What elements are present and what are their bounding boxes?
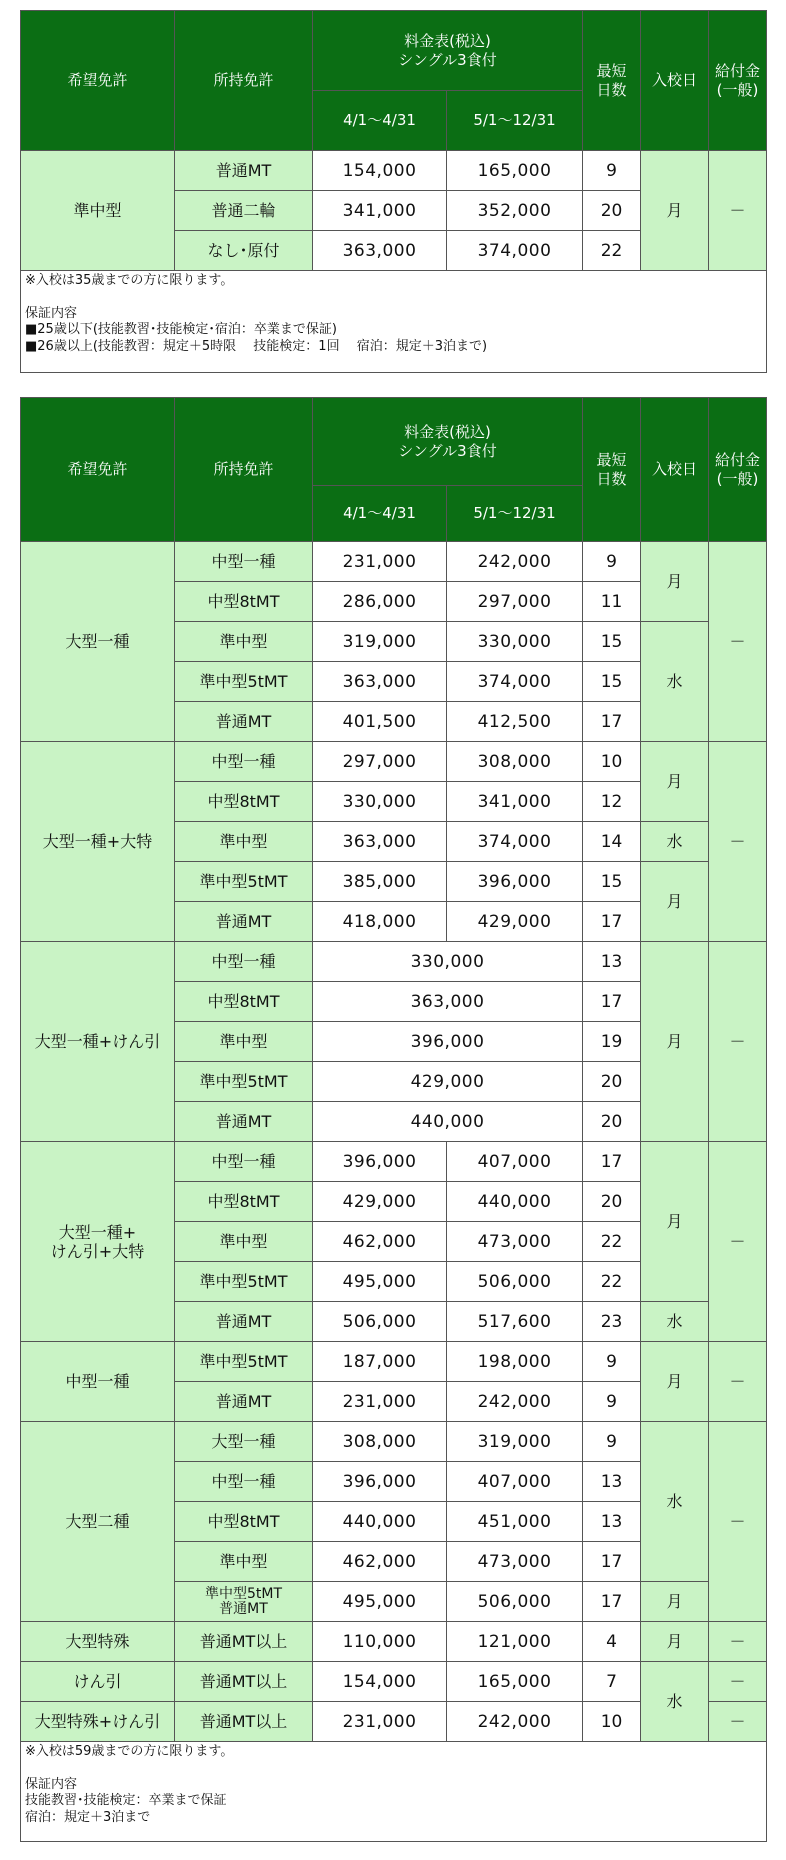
held-license-cell: 準中型 (175, 1222, 313, 1262)
price-cell: 374,000 (447, 231, 583, 271)
header-price-line2: シングル3食付 (398, 50, 497, 69)
held-license-cell: 準中型 (175, 1022, 313, 1062)
days-cell: 22 (583, 1262, 641, 1302)
desired-license-cell: 準中型 (21, 151, 175, 271)
entry-day-cell: 水 (641, 622, 709, 742)
price-cell: 297,000 (313, 742, 447, 782)
note-line: ■26歳以上(技能教習：規定＋5時限 技能検定：1回 宿泊：規定＋3泊まで) (25, 338, 488, 354)
held-license-cell: 普通MT以上 (175, 1622, 313, 1662)
header-benefit-line1: 給付金 (715, 61, 761, 80)
price-cell: 242,000 (447, 1382, 583, 1422)
benefit-cell: － (709, 1702, 767, 1742)
days-cell: 10 (583, 742, 641, 782)
held-license-cell: 準中型5tMT (175, 1062, 313, 1102)
header-period-2: 5/1～12/31 (447, 91, 583, 151)
price-cell: 154,000 (313, 151, 447, 191)
days-cell: 9 (583, 151, 641, 191)
desired-license-cell: 大型二種 (21, 1422, 175, 1622)
price-cell: 165,000 (447, 151, 583, 191)
header-min-days (583, 398, 641, 542)
price-cell: 418,000 (313, 902, 447, 942)
days-cell: 9 (583, 1422, 641, 1462)
header-benefit-line2: (一般) (716, 80, 759, 99)
price-cell: 110,000 (313, 1622, 447, 1662)
days-cell: 13 (583, 1502, 641, 1542)
price-cell: 506,000 (447, 1262, 583, 1302)
price-cell: 412,500 (447, 702, 583, 742)
price-cell: 319,000 (313, 622, 447, 662)
held-license-cell: 普通MT (175, 1102, 313, 1142)
entry-day-cell: 水 (641, 1662, 709, 1742)
benefit-cell: － (709, 1342, 767, 1422)
held-license-cell: 中型8tMT (175, 782, 313, 822)
days-cell: 20 (583, 1182, 641, 1222)
price-cell: 297,000 (447, 582, 583, 622)
price-cell: 308,000 (313, 1422, 447, 1462)
held-license-cell: 普通MT (175, 1302, 313, 1342)
held-license-cell (175, 1582, 313, 1622)
days-cell: 17 (583, 1542, 641, 1582)
price-cell: 374,000 (447, 662, 583, 702)
benefit-cell: － (709, 942, 767, 1142)
note-line: ■25歳以下(技能教習･技能検定･宿泊：卒業まで保証) (25, 322, 337, 337)
header-days-line1: 最短 (596, 61, 627, 80)
price-cell: 187,000 (313, 1342, 447, 1382)
price-cell: 517,600 (447, 1302, 583, 1342)
header-price-line1: 料金表(税込) (404, 31, 491, 50)
days-cell: 17 (583, 702, 641, 742)
header-held-license: 所持免許 (175, 11, 313, 151)
days-cell: 11 (583, 582, 641, 622)
price-cell: 396,000 (313, 1142, 447, 1182)
held-license-cell: 普通MT (175, 1382, 313, 1422)
table-row (21, 1622, 767, 1662)
price-cell: 352,000 (447, 191, 583, 231)
header-days-line1: 最短 (596, 450, 627, 469)
days-cell: 22 (583, 1222, 641, 1262)
benefit-cell: － (709, 151, 767, 271)
table-row (21, 542, 767, 582)
price-cell: 231,000 (313, 1382, 447, 1422)
price-cell: 363,000 (313, 662, 447, 702)
entry-day-cell: 水 (641, 1422, 709, 1582)
held-license-cell: 大型一種 (175, 1422, 313, 1462)
price-cell: 401,500 (313, 702, 447, 742)
price-table-large (20, 397, 767, 1842)
price-cell: 330,000 (447, 622, 583, 662)
held-license-cell: 準中型5tMT (175, 862, 313, 902)
price-cell: 495,000 (313, 1582, 447, 1622)
note-age-limit: ※入校は59歳までの方に限ります。 (25, 1744, 234, 1759)
benefit-cell: － (709, 1422, 767, 1622)
entry-day-cell: 水 (641, 1302, 709, 1342)
header-benefit-line1: 給付金 (715, 450, 761, 469)
table-row (21, 1662, 767, 1702)
held-license-cell: 普通MT以上 (175, 1702, 313, 1742)
price-cell: 341,000 (313, 191, 447, 231)
days-cell: 10 (583, 1702, 641, 1742)
price-cell: 440,000 (313, 1102, 583, 1142)
desired-license-cell: 大型特殊+けん引 (21, 1702, 175, 1742)
header-min-days (583, 11, 641, 151)
price-cell: 396,000 (447, 862, 583, 902)
table-row (21, 1422, 767, 1462)
header-price (313, 398, 583, 486)
price-cell: 506,000 (313, 1302, 447, 1342)
entry-day-cell: 月 (641, 1142, 709, 1302)
held-license-cell: 普通MT (175, 902, 313, 942)
days-cell: 17 (583, 902, 641, 942)
header-entry-day: 入校日 (641, 398, 709, 542)
price-cell: 242,000 (447, 542, 583, 582)
header-price (313, 11, 583, 91)
price-cell: 462,000 (313, 1542, 447, 1582)
days-cell: 9 (583, 1342, 641, 1382)
held-license-cell: 準中型 (175, 622, 313, 662)
header-price-line2: シングル3食付 (398, 441, 497, 460)
price-cell: 231,000 (313, 542, 447, 582)
days-cell: 13 (583, 1462, 641, 1502)
benefit-cell: － (709, 742, 767, 942)
table-row (21, 151, 767, 191)
header-period-1: 4/1～4/31 (313, 91, 447, 151)
days-cell: 17 (583, 982, 641, 1022)
header-benefit-line2: (一般) (716, 469, 759, 488)
entry-day-cell: 水 (641, 822, 709, 862)
held-license-cell: 普通MT (175, 151, 313, 191)
held-license-cell: 中型一種 (175, 542, 313, 582)
days-cell: 15 (583, 862, 641, 902)
header-desired-license: 希望免許 (21, 11, 175, 151)
desired-license-cell: 中型一種 (21, 1342, 175, 1422)
header-period-1: 4/1～4/31 (313, 486, 447, 542)
days-cell: 7 (583, 1662, 641, 1702)
held-license-line1: 準中型5tMT (204, 1585, 283, 1602)
held-license-cell: 中型8tMT (175, 1502, 313, 1542)
days-cell: 12 (583, 782, 641, 822)
days-cell: 23 (583, 1302, 641, 1342)
price-cell: 330,000 (313, 942, 583, 982)
header-desired-license: 希望免許 (21, 398, 175, 542)
header-held-license: 所持免許 (175, 398, 313, 542)
days-cell: 17 (583, 1582, 641, 1622)
days-cell: 4 (583, 1622, 641, 1662)
price-cell: 154,000 (313, 1662, 447, 1702)
table-row (21, 1342, 767, 1382)
held-license-cell: 中型一種 (175, 942, 313, 982)
days-cell: 19 (583, 1022, 641, 1062)
benefit-cell: － (709, 542, 767, 742)
price-cell: 396,000 (313, 1022, 583, 1062)
price-cell: 330,000 (313, 782, 447, 822)
desired-license-line1: 大型一種+ (58, 1222, 137, 1242)
note-title: 保証内容 (25, 305, 78, 321)
held-license-line2: 普通MT (219, 1600, 268, 1617)
held-license-cell: 中型8tMT (175, 982, 313, 1022)
price-cell: 407,000 (447, 1462, 583, 1502)
price-cell: 231,000 (313, 1702, 447, 1742)
entry-day-cell: 月 (641, 151, 709, 271)
entry-day-cell: 月 (641, 862, 709, 942)
desired-license-line2: けん引+大特 (50, 1241, 145, 1261)
header-price-line1: 料金表(税込) (404, 422, 491, 441)
days-cell: 9 (583, 1382, 641, 1422)
note-age-limit: ※入校は35歳までの方に限ります。 (25, 273, 234, 288)
held-license-cell: 普通二輪 (175, 191, 313, 231)
desired-license-cell: 大型一種+大特 (21, 742, 175, 942)
days-cell: 20 (583, 191, 641, 231)
benefit-cell: － (709, 1662, 767, 1702)
days-cell: 17 (583, 1142, 641, 1182)
price-cell: 198,000 (447, 1342, 583, 1382)
days-cell: 20 (583, 1102, 641, 1142)
desired-license-cell (21, 1142, 175, 1342)
price-cell: 429,000 (447, 902, 583, 942)
price-cell: 385,000 (313, 862, 447, 902)
entry-day-cell: 月 (641, 1342, 709, 1422)
days-cell: 15 (583, 662, 641, 702)
price-cell: 308,000 (447, 742, 583, 782)
price-table-junchugata (20, 10, 767, 373)
days-cell: 20 (583, 1062, 641, 1102)
held-license-cell: なし･原付 (175, 231, 313, 271)
guarantee-note (21, 1742, 767, 1842)
held-license-cell: 普通MT (175, 702, 313, 742)
price-cell: 363,000 (313, 822, 447, 862)
table-row (21, 942, 767, 982)
header-benefit (709, 11, 767, 151)
price-cell: 396,000 (313, 1462, 447, 1502)
price-cell: 242,000 (447, 1702, 583, 1742)
header-days-line2: 日数 (596, 469, 627, 488)
held-license-cell: 準中型5tMT (175, 1342, 313, 1382)
header-entry-day: 入校日 (641, 11, 709, 151)
note-title: 保証内容 (25, 1776, 78, 1792)
price-cell: 495,000 (313, 1262, 447, 1302)
held-license-cell: 準中型5tMT (175, 662, 313, 702)
held-license-cell: 準中型 (175, 1542, 313, 1582)
note-line: 技能教習･技能検定：卒業まで保証 (25, 1793, 227, 1808)
entry-day-cell: 月 (641, 942, 709, 1142)
desired-license-cell: 大型一種+けん引 (21, 942, 175, 1142)
days-cell: 13 (583, 942, 641, 982)
entry-day-cell: 月 (641, 1622, 709, 1662)
price-cell: 165,000 (447, 1662, 583, 1702)
entry-day-cell: 月 (641, 1582, 709, 1622)
price-cell: 374,000 (447, 822, 583, 862)
price-cell: 506,000 (447, 1582, 583, 1622)
benefit-cell: － (709, 1622, 767, 1662)
days-cell: 14 (583, 822, 641, 862)
held-license-cell: 中型一種 (175, 1462, 313, 1502)
price-cell: 407,000 (447, 1142, 583, 1182)
desired-license-cell: 大型一種 (21, 542, 175, 742)
table-row (21, 742, 767, 782)
entry-day-cell: 月 (641, 542, 709, 622)
held-license-cell: 中型一種 (175, 1142, 313, 1182)
note-line: 宿泊：規定＋3泊まで (25, 1809, 151, 1825)
held-license-cell: 準中型5tMT (175, 1262, 313, 1302)
price-cell: 429,000 (313, 1182, 447, 1222)
held-license-cell: 準中型 (175, 822, 313, 862)
desired-license-cell: 大型特殊 (21, 1622, 175, 1662)
header-period-2: 5/1～12/31 (447, 486, 583, 542)
entry-day-cell: 月 (641, 742, 709, 822)
guarantee-note (21, 271, 767, 373)
benefit-cell: － (709, 1142, 767, 1342)
held-license-cell: 中型一種 (175, 742, 313, 782)
price-cell: 363,000 (313, 231, 447, 271)
held-license-cell: 普通MT以上 (175, 1662, 313, 1702)
price-cell: 429,000 (313, 1062, 583, 1102)
days-cell: 22 (583, 231, 641, 271)
days-cell: 15 (583, 622, 641, 662)
price-cell: 462,000 (313, 1222, 447, 1262)
price-cell: 341,000 (447, 782, 583, 822)
price-cell: 440,000 (313, 1502, 447, 1542)
price-cell: 451,000 (447, 1502, 583, 1542)
held-license-cell: 中型8tMT (175, 1182, 313, 1222)
desired-license-cell: けん引 (21, 1662, 175, 1702)
price-cell: 319,000 (447, 1422, 583, 1462)
price-cell: 121,000 (447, 1622, 583, 1662)
table-row (21, 1142, 767, 1182)
price-cell: 363,000 (313, 982, 583, 1022)
days-cell: 9 (583, 542, 641, 582)
price-cell: 440,000 (447, 1182, 583, 1222)
price-cell: 473,000 (447, 1542, 583, 1582)
header-benefit (709, 398, 767, 542)
price-cell: 473,000 (447, 1222, 583, 1262)
header-days-line2: 日数 (596, 80, 627, 99)
held-license-cell: 中型8tMT (175, 582, 313, 622)
price-cell: 286,000 (313, 582, 447, 622)
